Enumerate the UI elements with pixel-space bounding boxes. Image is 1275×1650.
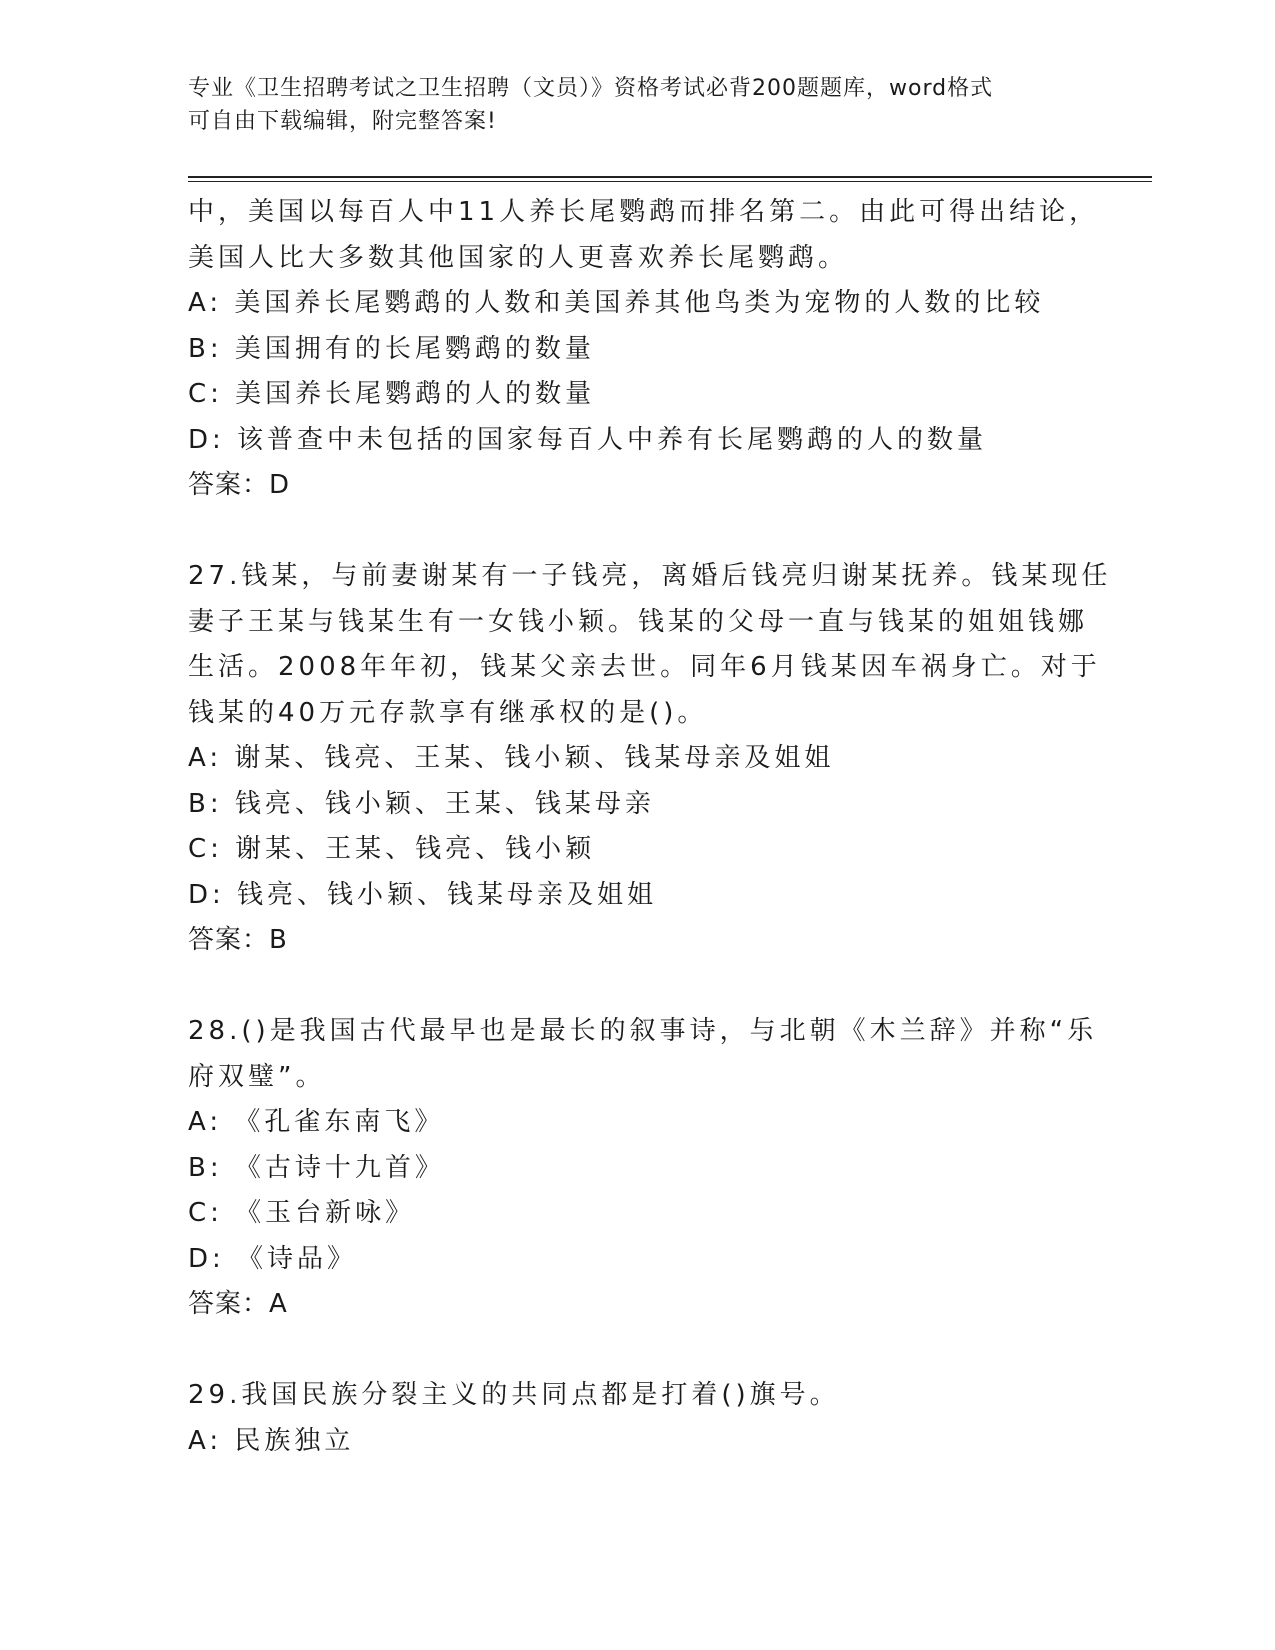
option-a: A: 美国养长尾鹦鹉的人数和美国养其他鸟类为宠物的人数的比较: [188, 288, 1045, 318]
question-text: 钱某的40万元存款享有继承权的是()。: [188, 697, 708, 728]
question-27: [188, 554, 1112, 964]
header-line-1: 专业《卫生招聘考试之卫生招聘（文员）》资格考试必背200题题库，word格式: [188, 76, 994, 101]
question-text: 29.我国民族分裂主义的共同点都是打着()旗号。: [188, 1380, 840, 1410]
option-b: B: 《古诗十九首》: [188, 1152, 445, 1183]
header-line-2: 可自由下载编辑，附完整答案!: [188, 109, 497, 134]
spacer: [188, 1328, 1088, 1374]
question-text: 27.钱某，与前妻谢某有一子钱亮，离婚后钱亮归谢某抚养。钱某现任: [188, 561, 1112, 591]
option-a: A: 谢某、钱亮、王某、钱小颖、钱某母亲及姐姐: [188, 743, 835, 773]
option-b: B: 美国拥有的长尾鹦鹉的数量: [188, 333, 595, 364]
answer: 答案：D: [188, 470, 291, 500]
header-divider-thin: [188, 181, 1152, 182]
question-text: 美国人比大多数其他国家的人更喜欢养长尾鹦鹉。: [188, 242, 849, 273]
option-d: D: 《诗品》: [188, 1243, 358, 1274]
header-divider-thick: [188, 176, 1152, 178]
option-d: D: 钱亮、钱小颖、钱某母亲及姐姐: [188, 879, 658, 910]
question-29: [188, 1373, 1088, 1464]
option-a: A: 《孔雀东南飞》: [188, 1107, 445, 1137]
answer: 答案：B: [188, 925, 288, 955]
question-26-continued: [188, 190, 1100, 509]
question-28: [188, 1009, 1098, 1328]
spacer: [188, 509, 1088, 555]
option-b: B: 钱亮、钱小颖、王某、钱某母亲: [188, 788, 655, 819]
question-text: 妻子王某与钱某生有一女钱小颖。钱某的父母一直与钱某的姐姐钱娜: [188, 606, 1089, 637]
option-c: C: 《玉台新咏》: [188, 1198, 416, 1228]
question-text: 28.()是我国古代最早也是最长的叙事诗，与北朝《木兰辞》并称“乐: [188, 1016, 1098, 1046]
option-d: D: 该普查中未包括的国家每百人中养有长尾鹦鹉的人的数量: [188, 424, 988, 455]
document-header: [188, 72, 1088, 138]
document-body: [188, 190, 1112, 1464]
answer: 答案：A: [188, 1289, 288, 1319]
option-c: C: 美国养长尾鹦鹉的人的数量: [188, 379, 596, 409]
option-c: C: 谢某、王某、钱亮、钱小颖: [188, 834, 596, 864]
spacer: [188, 964, 1088, 1010]
question-text: 府双璧”。: [188, 1061, 326, 1092]
question-text: 生活。2008年年初，钱某父亲去世。同年6月钱某因车祸身亡。对于: [188, 652, 1101, 682]
question-text: 中，美国以每百人中11人养长尾鹦鹉而排名第二。由此可得出结论，: [188, 197, 1100, 227]
option-a: A: 民族独立: [188, 1425, 355, 1456]
